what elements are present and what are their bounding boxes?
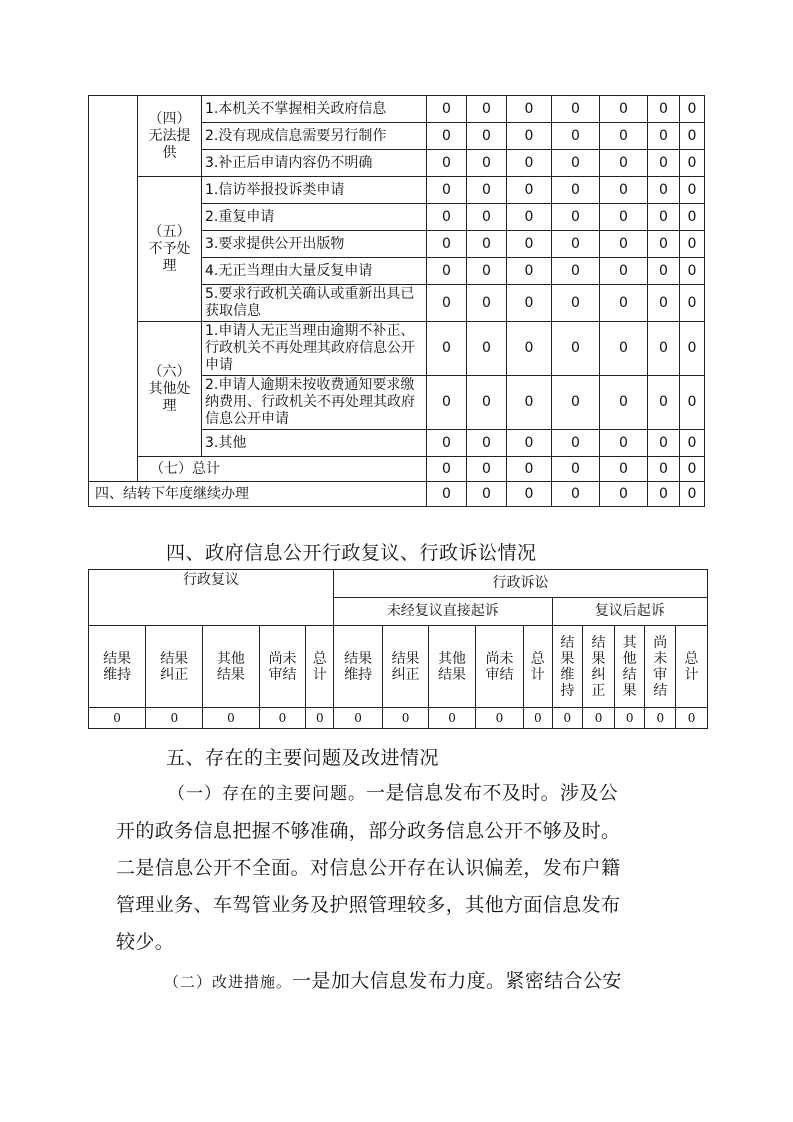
- outer-blank-cell: [89, 96, 138, 482]
- value-cell: 0: [648, 258, 680, 285]
- table-row: [89, 177, 705, 204]
- value-cell: 0: [600, 96, 648, 123]
- value-cell: 0: [680, 322, 705, 376]
- value-cell: 0: [648, 231, 680, 258]
- value-cell: 0: [507, 177, 552, 204]
- value-cell: 0: [427, 258, 467, 285]
- value-cell: 0: [600, 430, 648, 457]
- review-litigation-table: [88, 569, 708, 729]
- column-header: 尚未审结: [645, 626, 676, 708]
- value-cell: 0: [427, 482, 467, 507]
- problems-line: 一是信息发布不及时。涉及公: [366, 782, 619, 804]
- value-cell: 0: [507, 322, 552, 376]
- value-cell: 0: [427, 123, 467, 150]
- section-four-title: 四、政府信息公开行政复议、行政诉讼情况: [166, 542, 537, 564]
- header-after-review-suit: 复议后起诉: [552, 598, 707, 626]
- value-cell: 0: [648, 150, 680, 177]
- value-cell: 0: [467, 150, 507, 177]
- value-cell: 0: [645, 708, 676, 729]
- item-label: 1.申请人无正当理由逾期不补正、行政机关不再处理其政府信息公开申请: [202, 322, 427, 376]
- value-cell: 0: [552, 231, 600, 258]
- value-cell: 0: [552, 457, 600, 482]
- value-cell: 0: [467, 376, 507, 430]
- value-cell: 0: [427, 231, 467, 258]
- item-label: 3.要求提供公开出版物: [202, 231, 427, 258]
- disposal-table: [88, 95, 705, 507]
- item-label: 3.其他: [202, 430, 427, 457]
- column-header: 总计: [306, 626, 334, 708]
- value-cell: 0: [680, 231, 705, 258]
- value-cell: 0: [427, 177, 467, 204]
- value-cell: 0: [507, 376, 552, 430]
- total-row: [89, 457, 705, 482]
- value-cell: 0: [680, 258, 705, 285]
- value-cell: 0: [306, 708, 334, 729]
- value-cell: 0: [552, 123, 600, 150]
- problems-line: 开的政务信息把握不够准确，部分政务信息公开不够及时。: [116, 820, 621, 842]
- value-cell: 0: [507, 457, 552, 482]
- value-cell: 0: [552, 177, 600, 204]
- value-cell: 0: [523, 708, 552, 729]
- value-cell: 0: [680, 430, 705, 457]
- table-row: [89, 96, 705, 123]
- value-cell: 0: [429, 708, 476, 729]
- value-cell: 0: [552, 204, 600, 231]
- value-cell: 0: [427, 285, 467, 322]
- value-cell: 0: [648, 123, 680, 150]
- value-cell: 0: [507, 258, 552, 285]
- value-cell: 0: [89, 708, 146, 729]
- value-cell: 0: [476, 708, 524, 729]
- measures-line: 一是加大信息发布力度。紧密结合公安: [292, 970, 622, 992]
- column-header: 其他结果: [429, 626, 476, 708]
- header-admin-review: 行政复议: [89, 570, 334, 626]
- problems-paragraph: [116, 775, 686, 961]
- value-cell: 0: [467, 177, 507, 204]
- value-cell: 0: [680, 457, 705, 482]
- problems-line: 管理业务、车驾管业务及护照管理较多，其他方面信息发布: [116, 894, 621, 916]
- value-cell: 0: [467, 204, 507, 231]
- total-label: （七）总计: [138, 457, 427, 482]
- value-cell: 0: [467, 123, 507, 150]
- column-header: 结果维持: [89, 626, 146, 708]
- value-cell: 0: [552, 376, 600, 430]
- value-cell: 0: [467, 482, 507, 507]
- value-cell: 0: [427, 150, 467, 177]
- table-row: [89, 322, 705, 376]
- value-cell: 0: [680, 285, 705, 322]
- value-cell: 0: [507, 285, 552, 322]
- value-cell: 0: [600, 150, 648, 177]
- value-cell: 0: [146, 708, 203, 729]
- measures-paragraph: [116, 963, 686, 1001]
- item-label: 3.补正后申请内容仍不明确: [202, 150, 427, 177]
- value-cell: 0: [552, 482, 600, 507]
- value-cell: 0: [600, 322, 648, 376]
- column-header: 尚未审结: [476, 626, 524, 708]
- value-cell: 0: [507, 482, 552, 507]
- measures-lead: （二）改进措施。: [164, 973, 293, 991]
- column-header: 结果维持: [552, 626, 583, 708]
- value-cell: 0: [507, 231, 552, 258]
- value-cell: 0: [467, 285, 507, 322]
- column-header: 结果纠正: [583, 626, 615, 708]
- column-header: 其他结果: [203, 626, 259, 708]
- column-header: 总计: [676, 626, 708, 708]
- value-cell: 0: [648, 430, 680, 457]
- value-cell: 0: [467, 258, 507, 285]
- value-cell: 0: [552, 150, 600, 177]
- problems-line: 二是信息公开不全面。对信息公开存在认识偏差，发布户籍: [116, 857, 621, 879]
- value-cell: 0: [467, 457, 507, 482]
- value-cell: 0: [334, 708, 383, 729]
- value-cell: 0: [648, 177, 680, 204]
- header-admin-litigation: 行政诉讼: [334, 570, 708, 598]
- value-cell: 0: [552, 708, 583, 729]
- section-five-title: 五、存在的主要问题及改进情况: [166, 747, 440, 769]
- value-cell: 0: [648, 376, 680, 430]
- group-label: （四）无法提供: [138, 96, 202, 177]
- value-cell: 0: [259, 708, 306, 729]
- value-cell: 0: [648, 285, 680, 322]
- value-cell: 0: [600, 482, 648, 507]
- value-cell: 0: [467, 430, 507, 457]
- group-label: （六）其他处理: [138, 322, 202, 457]
- value-cell: 0: [507, 204, 552, 231]
- value-cell: 0: [427, 96, 467, 123]
- value-cell: 0: [467, 231, 507, 258]
- header-direct-suit: 未经复议直接起诉: [334, 598, 552, 626]
- value-cell: 0: [552, 258, 600, 285]
- value-cell: 0: [507, 430, 552, 457]
- item-label: 2.重复申请: [202, 204, 427, 231]
- column-header: 尚未审结: [259, 626, 306, 708]
- value-cell: 0: [600, 204, 648, 231]
- value-cell: 0: [427, 376, 467, 430]
- value-cell: 0: [552, 322, 600, 376]
- problems-lead: （一）存在的主要问题。: [168, 784, 366, 804]
- value-cell: 0: [680, 177, 705, 204]
- value-cell: 0: [600, 177, 648, 204]
- value-cell: 0: [600, 457, 648, 482]
- value-cell: 0: [680, 204, 705, 231]
- value-cell: 0: [676, 708, 708, 729]
- column-header: 结果纠正: [383, 626, 429, 708]
- value-cell: 0: [600, 376, 648, 430]
- value-cell: 0: [680, 150, 705, 177]
- value-cell: 0: [600, 258, 648, 285]
- group-label: （五）不予处理: [138, 177, 202, 322]
- value-cell: 0: [427, 457, 467, 482]
- value-cell: 0: [552, 96, 600, 123]
- value-cell: 0: [203, 708, 259, 729]
- value-cell: 0: [680, 376, 705, 430]
- value-cell: 0: [427, 430, 467, 457]
- value-cell: 0: [552, 430, 600, 457]
- value-cell: 0: [467, 322, 507, 376]
- problems-line: 较少。: [116, 931, 175, 953]
- value-cell: 0: [600, 123, 648, 150]
- value-cell: 0: [507, 123, 552, 150]
- value-cell: 0: [552, 285, 600, 322]
- value-cell: 0: [467, 96, 507, 123]
- value-cell: 0: [648, 457, 680, 482]
- value-cell: 0: [648, 482, 680, 507]
- item-label: 1.本机关不掌握相关政府信息: [202, 96, 427, 123]
- value-cell: 0: [648, 96, 680, 123]
- carry-row: [89, 482, 705, 507]
- value-cell: 0: [507, 150, 552, 177]
- item-label: 2.申请人逾期未按收费通知要求缴纳费用、行政机关不再处理其政府信息公开申请: [202, 376, 427, 430]
- carry-label: 四、结转下年度继续办理: [89, 482, 427, 507]
- item-label: 4.无正当理由大量反复申请: [202, 258, 427, 285]
- item-label: 1.信访举报投诉类申请: [202, 177, 427, 204]
- value-cell: 0: [680, 123, 705, 150]
- item-label: 5.要求行政机关确认或重新出具已获取信息: [202, 285, 427, 322]
- value-cell: 0: [427, 204, 467, 231]
- value-cell: 0: [383, 708, 429, 729]
- column-header: 总计: [523, 626, 552, 708]
- value-cell: 0: [583, 708, 615, 729]
- value-cell: 0: [600, 231, 648, 258]
- value-cell: 0: [680, 96, 705, 123]
- item-label: 2.没有现成信息需要另行制作: [202, 123, 427, 150]
- column-header: 其他结果: [614, 626, 645, 708]
- value-cell: 0: [614, 708, 645, 729]
- column-header: 结果维持: [334, 626, 383, 708]
- value-cell: 0: [648, 322, 680, 376]
- value-cell: 0: [427, 322, 467, 376]
- value-cell: 0: [648, 204, 680, 231]
- value-cell: 0: [680, 482, 705, 507]
- value-cell: 0: [507, 96, 552, 123]
- column-header: 结果纠正: [146, 626, 203, 708]
- value-cell: 0: [600, 285, 648, 322]
